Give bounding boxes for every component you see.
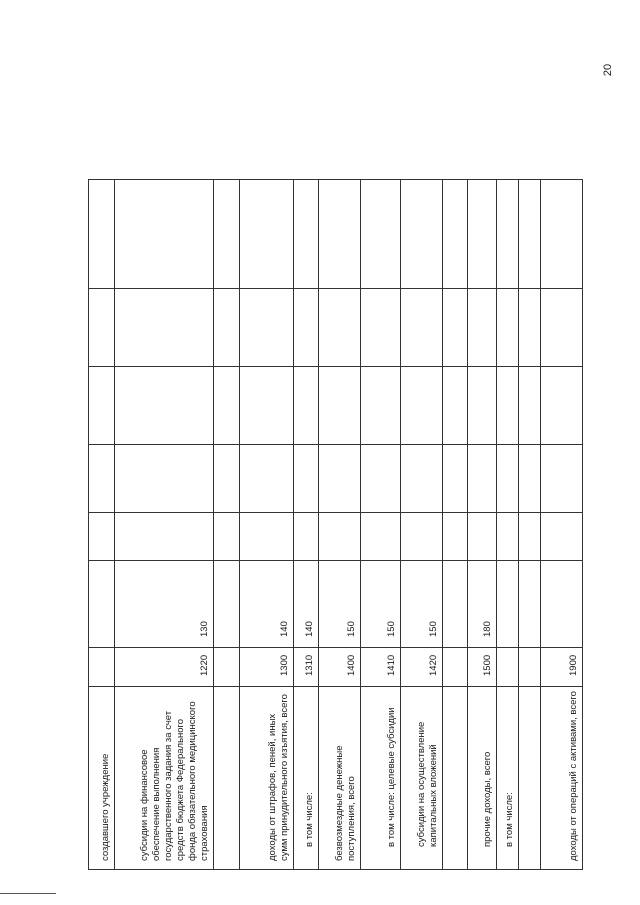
row-cell-empty: [214, 180, 240, 289]
row-cell-empty: [115, 513, 214, 561]
row-label: доходы от операций с активами, всего: [541, 687, 583, 870]
row-kosgu: [519, 561, 541, 648]
table-row: [294, 180, 319, 870]
row-cell-empty: [89, 180, 115, 289]
row-cell-empty: [115, 180, 214, 289]
row-label: [214, 687, 240, 870]
row-code: [443, 648, 468, 687]
row-cell-empty: [519, 289, 541, 367]
table-row: [214, 180, 240, 870]
row-cell-empty: [240, 367, 294, 445]
table-row: [497, 180, 519, 870]
row-label: субсидии на осуществление капитальных вложений: [401, 687, 443, 870]
row-cell-empty: [497, 513, 519, 561]
row-cell-empty: [541, 367, 583, 445]
row-cell-empty: [240, 180, 294, 289]
row-cell-empty: [468, 180, 497, 289]
table-row: [89, 180, 115, 870]
row-code: 1300: [240, 648, 294, 687]
row-cell-empty: [519, 513, 541, 561]
row-cell-empty: [468, 513, 497, 561]
row-cell-empty: [468, 289, 497, 367]
table-row: [468, 180, 497, 870]
row-code: 1500: [468, 648, 497, 687]
row-cell-empty: [240, 513, 294, 561]
row-cell-empty: [361, 513, 401, 561]
row-kosgu: [497, 561, 519, 648]
row-code: [214, 648, 240, 687]
row-cell-empty: [89, 289, 115, 367]
row-cell-empty: [240, 289, 294, 367]
row-label: безвозмездные денежные поступления, всего: [319, 687, 361, 870]
row-cell-empty: [361, 367, 401, 445]
row-code: 1420: [401, 648, 443, 687]
row-cell-empty: [115, 289, 214, 367]
row-label: в том числе: целевые субсидии: [361, 687, 401, 870]
row-cell-empty: [443, 367, 468, 445]
row-code: [497, 648, 519, 687]
row-cell-empty: [319, 289, 361, 367]
row-cell-empty: [401, 367, 443, 445]
row-code: 1310: [294, 648, 319, 687]
row-cell-empty: [519, 445, 541, 513]
row-kosgu: [89, 561, 115, 648]
table-row: [240, 180, 294, 870]
row-cell-empty: [401, 289, 443, 367]
table-row: [519, 180, 541, 870]
row-cell-empty: [468, 445, 497, 513]
row-cell-empty: [294, 180, 319, 289]
rotated-table-wrapper: [88, 180, 579, 870]
row-cell-empty: [401, 180, 443, 289]
row-kosgu: 150: [401, 561, 443, 648]
row-cell-empty: [443, 445, 468, 513]
row-cell-empty: [497, 445, 519, 513]
row-cell-empty: [294, 289, 319, 367]
row-cell-empty: [361, 445, 401, 513]
row-cell-empty: [214, 367, 240, 445]
table-row: [401, 180, 443, 870]
row-code: [89, 648, 115, 687]
row-cell-empty: [401, 513, 443, 561]
row-label: доходы от штрафов, пеней, иных сумм принудительного изъятия, всего: [240, 687, 294, 870]
table-row: [361, 180, 401, 870]
row-cell-empty: [240, 445, 294, 513]
row-code: 1410: [361, 648, 401, 687]
row-cell-empty: [361, 180, 401, 289]
row-label: субсидии на финансовое обеспечение выполнения государственного задания за счет средств бюджета Федерального фонда обязательного медицинского страхования: [115, 687, 214, 870]
row-code: 1900: [541, 648, 583, 687]
row-label: прочие доходы, всего: [468, 687, 497, 870]
row-cell-empty: [319, 513, 361, 561]
row-cell-empty: [214, 445, 240, 513]
row-kosgu: [541, 561, 583, 648]
row-label: в том числе:: [294, 687, 319, 870]
row-cell-empty: [294, 513, 319, 561]
row-cell-empty: [541, 180, 583, 289]
row-code: 1220: [115, 648, 214, 687]
row-cell-empty: [89, 513, 115, 561]
row-cell-empty: [541, 289, 583, 367]
row-kosgu: 150: [361, 561, 401, 648]
row-label: в том числе:: [497, 687, 519, 870]
row-cell-empty: [294, 445, 319, 513]
row-cell-empty: [497, 367, 519, 445]
table-row: [115, 180, 214, 870]
row-cell-empty: [115, 445, 214, 513]
row-cell-empty: [401, 445, 443, 513]
row-kosgu: 140: [240, 561, 294, 648]
row-kosgu: 180: [468, 561, 497, 648]
row-cell-empty: [361, 289, 401, 367]
row-cell-empty: [497, 289, 519, 367]
row-code: 1400: [319, 648, 361, 687]
financial-table: [88, 179, 583, 870]
row-cell-empty: [319, 367, 361, 445]
row-cell-empty: [497, 180, 519, 289]
row-cell-empty: [443, 289, 468, 367]
row-cell-empty: [443, 180, 468, 289]
row-cell-empty: [115, 367, 214, 445]
footer-rule: [0, 893, 56, 894]
row-cell-empty: [294, 367, 319, 445]
row-kosgu: 140: [294, 561, 319, 648]
row-cell-empty: [214, 289, 240, 367]
row-cell-empty: [319, 445, 361, 513]
row-cell-empty: [519, 180, 541, 289]
row-cell-empty: [541, 513, 583, 561]
row-label: создавшего учреждение: [89, 687, 115, 870]
table-row: [541, 180, 583, 870]
row-code: [519, 648, 541, 687]
row-cell-empty: [319, 180, 361, 289]
row-kosgu: 130: [115, 561, 214, 648]
table-row: [443, 180, 468, 870]
row-cell-empty: [443, 513, 468, 561]
row-kosgu: [443, 561, 468, 648]
table-row: [319, 180, 361, 870]
row-cell-empty: [541, 445, 583, 513]
row-cell-empty: [468, 367, 497, 445]
row-kosgu: 150: [319, 561, 361, 648]
row-cell-empty: [89, 367, 115, 445]
row-label: [443, 687, 468, 870]
row-kosgu: [214, 561, 240, 648]
row-cell-empty: [519, 367, 541, 445]
row-cell-empty: [214, 513, 240, 561]
row-label: [519, 687, 541, 870]
page-number: 20: [602, 63, 614, 77]
row-cell-empty: [89, 445, 115, 513]
